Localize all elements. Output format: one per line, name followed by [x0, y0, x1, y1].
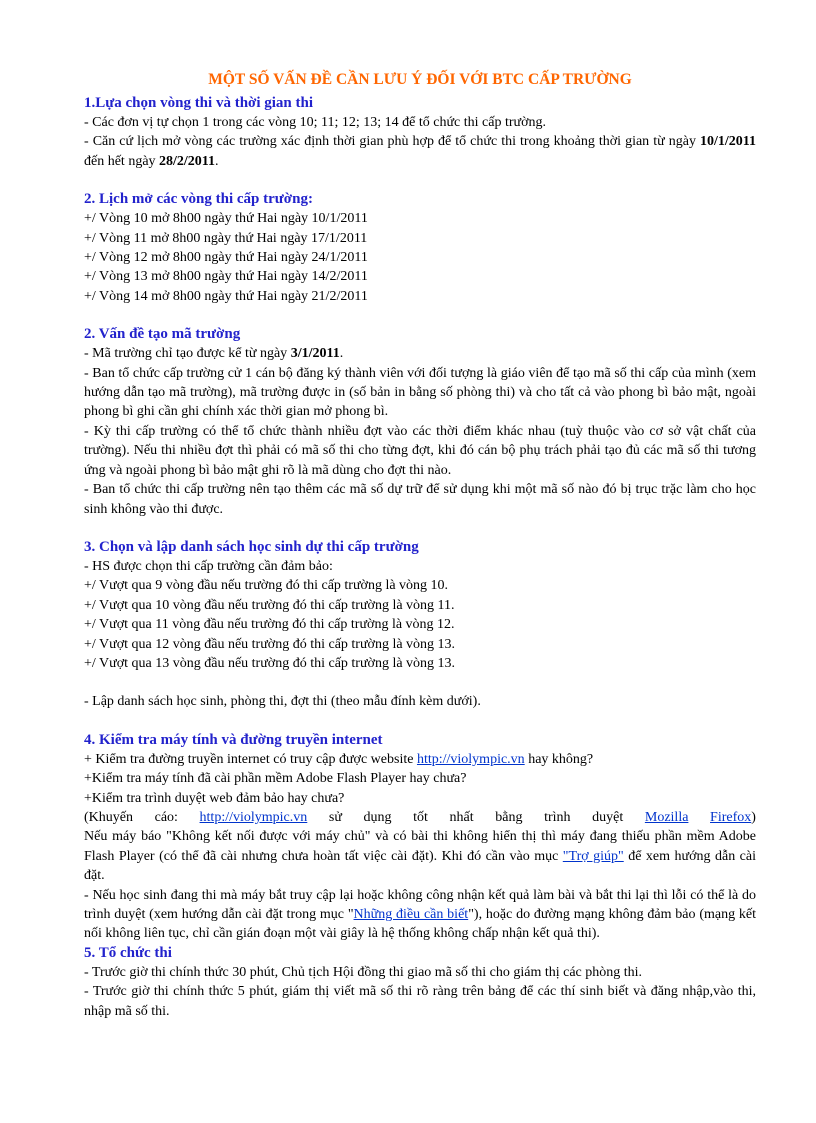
list-item: +/ Vượt qua 12 vòng đầu nếu trường đó thi cấp trường là vòng 13.	[84, 636, 456, 652]
paragraph	[84, 827, 756, 885]
text: - Căn cứ lịch mở vòng các trường xác định thời gian phù hợp để tổ chức thi trong khoảng thời gian từ ngày	[84, 134, 700, 150]
text: tốt	[413, 809, 428, 825]
list-item: +/ Vượt qua 10 vòng đầu nếu trường đó thi cấp trường là vòng 11.	[84, 597, 455, 613]
text: .	[215, 153, 219, 169]
text: - Mã trường chỉ tạo được kể từ ngày	[84, 346, 291, 362]
list-item: +/ Vòng 11 mở 8h00 ngày thứ Hai ngày 17/1/2011	[84, 230, 368, 246]
paragraph: - Ban tổ chức cấp trường cử 1 cán bộ đăng ký thành viên với đối tượng là giáo viên để tạo mã số thi cấp của mình (xem hướng dẫn tạo mã trường), mã trường được in (số bản in bằng số phòng thi) và cho tất cả vào phong bì bảo mật, ngoài phong bì ghi cần ghi chính xác thời gian mở phong bì.	[84, 365, 756, 420]
paragraph: - Lập danh sách học sinh, phòng thi, đợt thi (theo mẫu đính kèm dưới).	[84, 694, 481, 710]
text: để xem hướng dẫn cài đặt.	[84, 848, 756, 884]
paragraph: - Ban tổ chức thi cấp trường nên tạo thêm các mã số dự trữ để sử dụng khi một mã số nào đó bị trục trặc làm cho học sinh không vào thi được.	[84, 482, 756, 517]
text: - Nếu học sinh đang thi mà máy bắt truy cập lại hoặc không công nhận kết quả làm bài và bắt thi lại thì lỗi có thể là do trình duyệt (xem hướng dẫn cài đặt trong mục "	[84, 887, 756, 922]
section-heading-round-selection: 1.Lựa chọn vòng thi và thời gian thi	[84, 95, 314, 111]
list-item: +/ Vòng 13 mở 8h00 ngày thứ Hai ngày 14/2/2011	[84, 269, 368, 285]
text: duyệt	[592, 809, 624, 825]
text: cáo:	[154, 809, 178, 825]
text: đến hết ngày	[84, 153, 160, 169]
text: )	[751, 809, 756, 825]
date-text: 28/2/2011	[159, 153, 216, 169]
document-title: MỘT SỐ VẤN ĐỀ CẦN LƯU Ý ĐỐI VỚI BTC CẤP TRƯỜNG	[208, 71, 632, 88]
date-text: 3/1/2011	[290, 346, 340, 362]
list-item: +/ Vượt qua 9 vòng đầu nếu trường đó thi cấp trường là vòng 10.	[84, 578, 449, 594]
list-item: +/ Vượt qua 13 vòng đầu nếu trường đó thi cấp trường là vòng 13.	[84, 655, 456, 671]
paragraph	[84, 344, 756, 363]
text: .	[339, 346, 344, 362]
list-item: +/ Vượt qua 11 vòng đầu nếu trường đó thi cấp trường là vòng 12.	[84, 617, 455, 633]
paragraph	[84, 750, 756, 769]
paragraph: - Trước giờ thi chính thức 5 phút, giám thị viết mã số thi rõ ràng trên bảng để các thí sinh biết và đăng nhập,vào thi, nhập mã số thi.	[84, 984, 756, 1019]
help-link[interactable]: "Trợ giúp"	[562, 848, 624, 864]
recommendation-line	[84, 808, 756, 827]
paragraph: - HS được chọn thi cấp trường cần đảm bảo:	[84, 558, 333, 574]
mozilla-link[interactable]: Mozilla	[644, 809, 689, 825]
paragraph: +Kiểm tra máy tính đã cài phần mềm Adobe Flash Player hay chưa?	[84, 771, 467, 787]
list-item: +/ Vòng 14 mở 8h00 ngày thứ Hai ngày 21/2/2011	[84, 288, 368, 304]
paragraph: +Kiểm tra trình duyệt web đảm bảo hay chưa?	[84, 790, 345, 806]
section-heading-school-code: 2. Vấn đề tạo mã trường	[84, 326, 241, 343]
document-page	[84, 70, 756, 1021]
paragraph	[84, 132, 756, 171]
faq-link[interactable]: Những điều cần biết	[353, 907, 469, 922]
list-item: +/ Vòng 12 mở 8h00 ngày thứ Hai ngày 24/1/2011	[84, 250, 368, 266]
text: trình	[544, 809, 571, 825]
section-heading-computer-check: 4. Kiểm tra máy tính và đường truyền internet	[84, 731, 383, 748]
text: "), hoặc do đường mạng không đảm bảo (mạng kết nối không liên tục, chỉ cần gián đoạn một vài giây là hệ thống không chấp nhận kết quả thi).	[84, 907, 756, 942]
list-item: +/ Vòng 10 mở 8h00 ngày thứ Hai ngày 10/1/2011	[84, 211, 368, 227]
firefox-link[interactable]: Firefox	[710, 809, 752, 825]
section-heading-organize-exam: 5. Tổ chức thi	[84, 944, 172, 961]
text: hay không?	[524, 751, 594, 767]
text: bằng	[495, 809, 523, 825]
paragraph: - Kỳ thi cấp trường có thể tổ chức thành nhiều đợt vào các thời điểm khác nhau (tuỳ thuộc vào cơ sở vật chất của trường). Nếu thi nhiều đợt thì phải có mã số thi cho từng đợt, khi đó cán bộ phụ trách phải tạo đủ các mã số thi tương ứng và ngoài phong bì bảo mật ghi rõ là mã dùng cho đợt thi nào.	[84, 423, 756, 478]
paragraph	[84, 886, 756, 944]
text: Nếu máy báo "Không kết nối được với máy chủ" và có bài thi không hiển thị thì máy đang thiếu phần mềm Adobe Flash Player (có thể đã cài nhưng chưa hoàn tất việc cài đặt). Khi đó cần vào mục	[84, 829, 756, 864]
text: nhất	[449, 809, 474, 825]
text: dụng	[363, 809, 392, 825]
section-heading-student-list: 3. Chọn và lập danh sách học sinh dự thi cấp trường	[84, 538, 419, 555]
date-text: 10/1/2011	[699, 134, 756, 150]
paragraph: - Các đơn vị tự chọn 1 trong các vòng 10; 11; 12; 13; 14 để tổ chức thi cấp trường.	[84, 115, 547, 130]
section-heading-schedule: 2. Lịch mở các vòng thi cấp trường:	[84, 191, 313, 208]
paragraph: - Trước giờ thi chính thức 30 phút, Chủ tịch Hội đồng thi giao mã số thi cho giám thị các phòng thi.	[84, 964, 643, 980]
text: (Khuyến	[84, 809, 133, 825]
text: + Kiểm tra đường truyền internet có truy cập được website	[84, 751, 417, 767]
violympic-link[interactable]: http://violympic.vn	[199, 809, 308, 825]
text: sử	[328, 809, 342, 825]
violympic-link[interactable]: http://violympic.vn	[416, 751, 525, 767]
